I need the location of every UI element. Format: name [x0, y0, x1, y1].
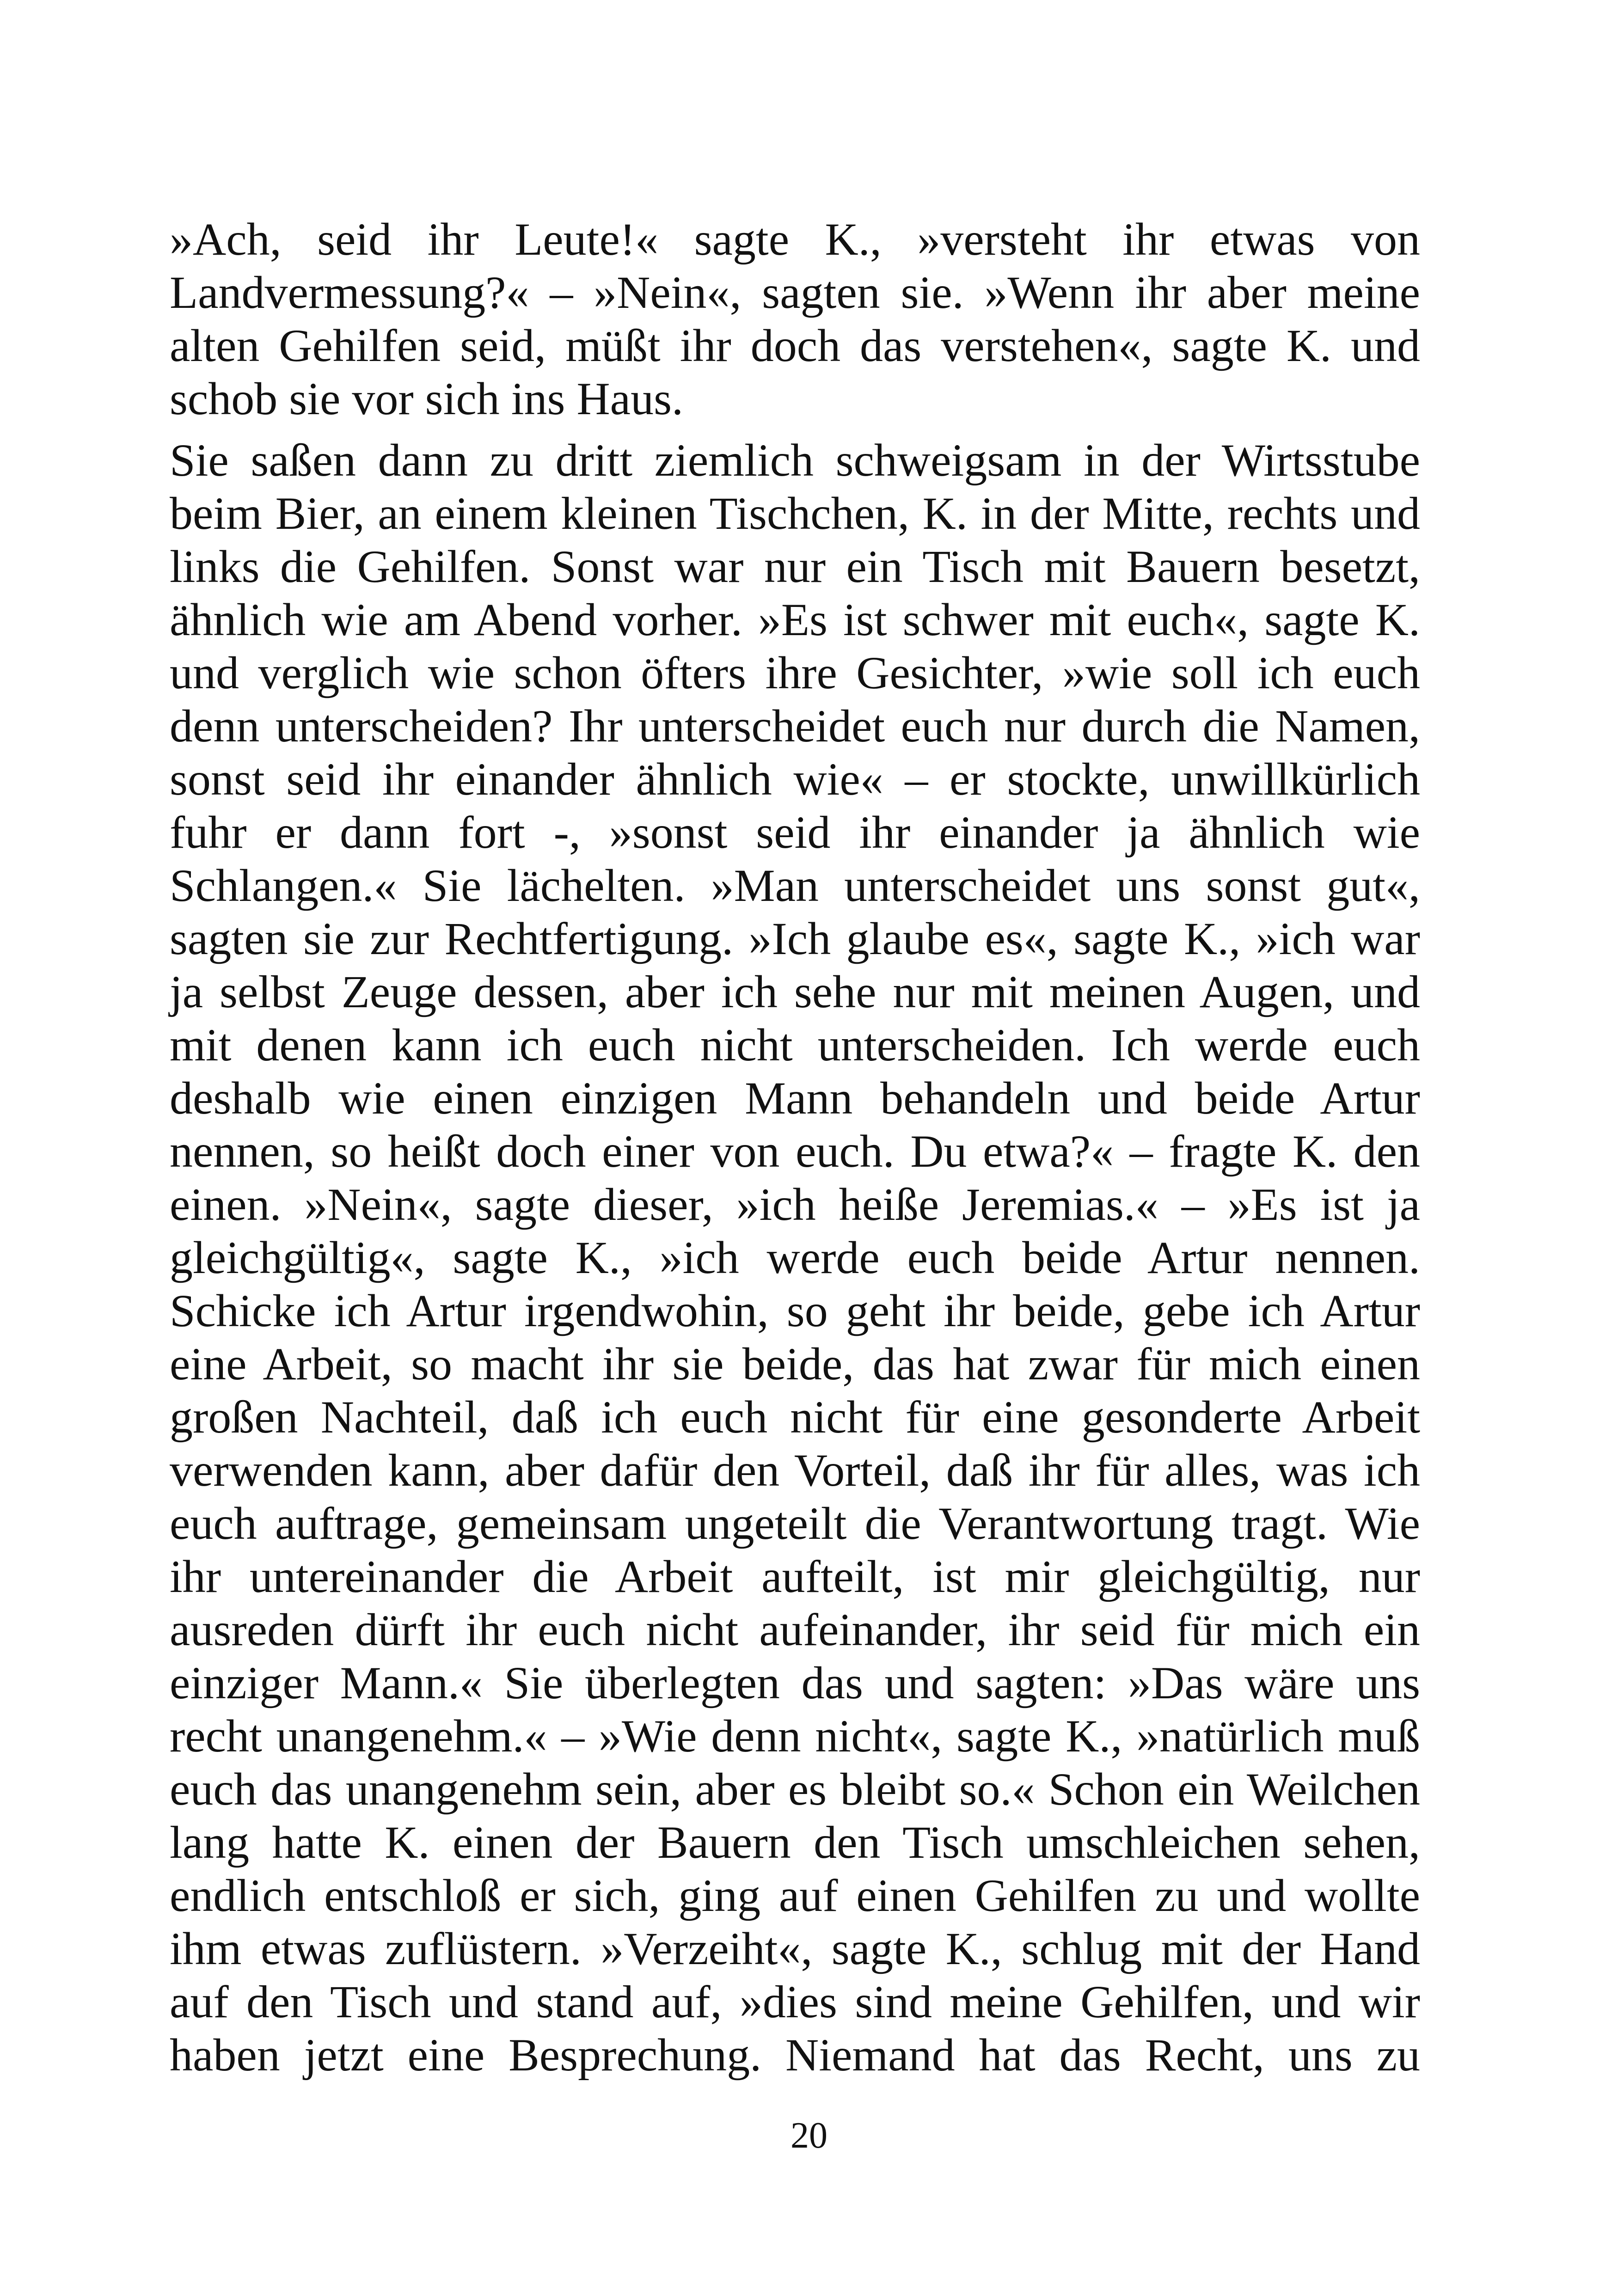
paragraph-2: [170, 434, 1420, 2082]
text-line: ähnlich wie am Abend vorher. »Es ist schwer mit euch«, sagte K.: [170, 594, 1420, 645]
text-line: großen Nachteil, daß ich euch nicht für eine gesonderte Arbeit: [170, 1391, 1420, 1443]
text-line: sonst seid ihr einander ähnlich wie« – er stockte, unwillkürlich: [170, 753, 1420, 805]
text-line: auf den Tisch und stand auf, »dies sind meine Gehilfen, und wir: [170, 1976, 1420, 2027]
text-line: denn unterscheiden? Ihr unterscheidet euch nur durch die Namen,: [170, 700, 1420, 752]
text-line: eine Arbeit, so macht ihr sie beide, das hat zwar für mich einen: [170, 1338, 1420, 1390]
text-line: »Ach, seid ihr Leute!« sagte K., »versteht ihr etwas von: [170, 214, 1420, 265]
text-line: ihm etwas zuflüstern. »Verzeiht«, sagte K., schlug mit der Hand: [170, 1923, 1420, 1974]
text-line: verwenden kann, aber dafür den Vorteil, daß ihr für alles, was ich: [170, 1445, 1420, 1496]
text-line: endlich entschloß er sich, ging auf einen Gehilfen zu und wollte: [170, 1870, 1420, 1921]
text-line: einen. »Nein«, sagte dieser, »ich heiße Jeremias.« – »Es ist ja: [170, 1179, 1420, 1230]
text-line: Schlangen.« Sie lächelten. »Man unterscheidet uns sonst gut«,: [170, 860, 1420, 911]
text-line: deshalb wie einen einzigen Mann behandeln und beide Artur: [170, 1072, 1420, 1124]
text-line: beim Bier, an einem kleinen Tischchen, K. in der Mitte, rechts und: [170, 488, 1420, 539]
text-line: links die Gehilfen. Sonst war nur ein Tisch mit Bauern besetzt,: [170, 541, 1420, 592]
text-line: fuhr er dann fort -, »sonst seid ihr einander ja ähnlich wie: [170, 807, 1420, 858]
text-line: ausreden dürft ihr euch nicht aufeinander, ihr seid für mich ein: [170, 1604, 1420, 1655]
text-line: recht unangenehm.« – »Wie denn nicht«, sagte K., »natürlich muß: [170, 1710, 1420, 1762]
text-line: gleichgültig«, sagte K., »ich werde euch beide Artur nennen.: [170, 1232, 1420, 1283]
text-line: nennen, so heißt doch einer von euch. Du etwa?« – fragte K. den: [170, 1126, 1420, 1177]
text-line: einziger Mann.« Sie überlegten das und sagten: »Das wäre uns: [170, 1657, 1420, 1708]
paragraph-gap: [170, 425, 1420, 434]
text-line: euch das unangenehm sein, aber es bleibt so.« Schon ein Weilchen: [170, 1763, 1420, 1815]
page-number: 20: [791, 2115, 827, 2156]
text-line: Schicke ich Artur irgendwohin, so geht ihr beide, gebe ich Artur: [170, 1285, 1420, 1336]
text-line: Landvermessung?« – »Nein«, sagten sie. »Wenn ihr aber meine: [170, 267, 1420, 318]
text-line: sagten sie zur Rechtfertigung. »Ich glaube es«, sagte K., »ich war: [170, 913, 1420, 964]
text-line: mit denen kann ich euch nicht unterscheiden. Ich werde euch: [170, 1019, 1420, 1071]
text-line: ja selbst Zeuge dessen, aber ich sehe nur mit meinen Augen, und: [170, 966, 1420, 1017]
text-line: haben jetzt eine Besprechung. Niemand hat das Recht, uns zu: [170, 2029, 1420, 2081]
text-line: ihr untereinander die Arbeit aufteilt, ist mir gleichgültig, nur: [170, 1551, 1420, 1602]
text-line: lang hatte K. einen der Bauern den Tisch umschleichen sehen,: [170, 1817, 1420, 1868]
text-line: alten Gehilfen seid, müßt ihr doch das verstehen«, sagte K. und: [170, 320, 1420, 371]
text-line: euch auftrage, gemeinsam ungeteilt die Verantwortung tragt. Wie: [170, 1498, 1420, 1549]
paragraph-1: [170, 213, 1420, 425]
text-line: schob sie vor sich ins Haus.: [170, 373, 683, 424]
body-text: [170, 213, 1420, 2082]
text-line: Sie saßen dann zu dritt ziemlich schweigsam in der Wirtsstube: [170, 435, 1420, 486]
text-line: und verglich wie schon öfters ihre Gesichter, »wie soll ich euch: [170, 647, 1420, 698]
